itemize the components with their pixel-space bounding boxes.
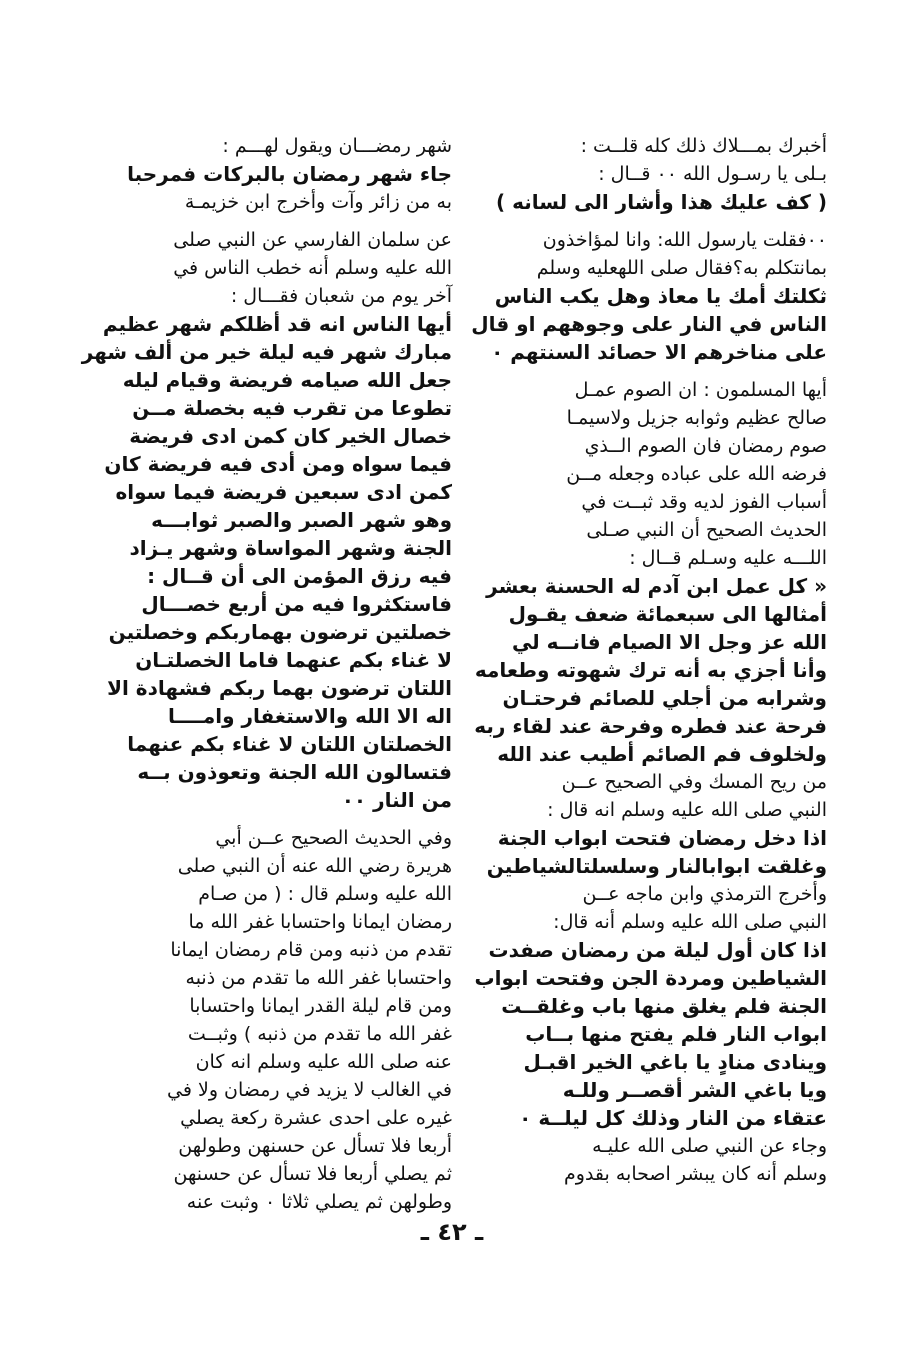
text-line: بمانتكلم به؟فقال صلى اللهعليه وسلم [536, 257, 827, 279]
text-line: وطولهن ثم يصلي ثلاثا ٠ وثبت عنه [186, 1191, 452, 1213]
text-line: الناس في النار على وجوههم او قال [471, 312, 827, 336]
text-line: أسباب الفوز لديه وقد ثبــت في [581, 491, 827, 513]
text-line: شهر رمضـــان ويقول لهـــم : [222, 135, 452, 157]
paragraph-gap [122, 216, 452, 226]
text-line: الله عليه وسلم قال : ( من صـام [198, 883, 452, 905]
text-line: في الغالب لا يزيد في رمضان ولا في [167, 1079, 452, 1101]
text-line: اله الا الله والاستغفار وامــــا [168, 704, 452, 728]
text-line: الشياطين ومردة الجن وفتحت ابواب [474, 966, 827, 990]
text-line: غيره على احدى عشرة ركعة يصلي [180, 1107, 452, 1129]
text-line: وشرابه من أجلي للصائم فرحتـان [502, 686, 827, 710]
text-line: وأنا أجزي به أنه ترك شهوته وطعامه [474, 658, 827, 682]
text-line: الله عز وجل الا الصيام فانــه لي [511, 630, 827, 654]
text-line: فتسالون الله الجنة وتعوذون بــه [137, 760, 452, 784]
page-number: ـ ٤٢ ـ [420, 1218, 484, 1246]
text-line: النبي صلى الله عليه وسلم أنه قال: [553, 911, 827, 933]
text-line: خصال الخير كان كمن ادى فريضة [129, 424, 452, 448]
text-line: ثم يصلي أربعا فلا تسأل عن حسنهن [173, 1163, 452, 1185]
text-line: ومن قام ليلة القدر ايمانا واحتسابا [189, 995, 452, 1017]
text-line: فرحة عند فطره وفرحة عند لقاء ربه [474, 714, 827, 738]
text-line: الله عليه وسلم أنه خطب الناس في [173, 257, 452, 279]
text-line: الحديث الصحيح أن النبي صـلى [586, 519, 827, 541]
text-line: هريرة رضي الله عنه أن النبي صلى [177, 855, 452, 877]
text-line: وهو شهر الصبر والصبر ثوابـــه [151, 508, 452, 532]
text-line: غفر الله ما تقدم من ذنبه ) وثبــت [187, 1023, 452, 1045]
text-line: اذا دخل رمضان فتحت ابواب الجنة [497, 826, 827, 850]
text-line: تقدم من ذنبه ومن قام رمضان ايمانا [170, 939, 452, 961]
left-text-column [81, 132, 452, 1216]
text-line: واحتسابا غفر الله ما تقدم من ذنبه [185, 967, 452, 989]
text-line: ويا باغي الشر أقصــر وللـه [562, 1078, 827, 1102]
paragraph-gap [497, 366, 827, 376]
text-line: وغلقت ابوابالنار وسلسلتالشياطين [486, 854, 827, 878]
text-line: فيما سواه ومن أدى فيه فريضة كان [104, 452, 452, 476]
text-line: أمثالها الى سبعمائة ضعف يقـول [508, 602, 827, 626]
text-line: فاستكثروا فيه من أربع خصـــال [141, 592, 452, 616]
text-line: اللـــه عليه وسـلم قــال : [629, 547, 827, 569]
text-line: خصلتين ترضون بهماربكم وخصلتين [108, 620, 452, 644]
text-line: فيه رزق المؤمن الى أن قــال : [147, 564, 452, 588]
text-line: جعل الله صيامه فريضة وقيام ليله [122, 368, 452, 392]
text-line: وأخرج الترمذي وابن ماجه عــن [582, 883, 827, 905]
text-line: مبارك شهر فيه ليلة خير من ألف شهر [81, 340, 452, 364]
text-line: الجنة وشهر المواساة وشهر يـزاد [129, 536, 452, 560]
text-line: تطوعا من تقرب فيه بخصلة مــن [132, 396, 452, 420]
text-line: صالح عظيم وثوابه جزيل ولاسيمـا [566, 407, 827, 429]
text-line: كمن ادى سبعين فريضة فيما سواه [115, 480, 452, 504]
text-line: « كل عمل ابن آدم له الحسنة بعشر [486, 574, 827, 598]
text-line: عنه صلى الله عليه وسلم انه كان [195, 1051, 452, 1073]
text-line: وجاء عن النبي صلى الله عليـه [592, 1135, 827, 1157]
text-line: ابواب النار فلم يفتح منها بــاب [525, 1022, 827, 1046]
text-line: عتقاء من النار وذلك كل ليلــة ٠ [519, 1106, 827, 1130]
paragraph-gap [122, 814, 452, 824]
text-line: فرضه الله على عباده وجعله مــن [566, 463, 827, 485]
paragraph-gap [497, 216, 827, 226]
text-line: أربعا فلا تسأل عن حسنهن وطولهن [178, 1135, 452, 1157]
text-line: بـلى يا رسـول الله ٠٠ قــال : [598, 163, 827, 185]
text-line: اذا كان أول ليلة من رمضان صفدت [488, 938, 827, 962]
text-line: اللتان ترضون بهما ربكم فشهادة الا [107, 676, 452, 700]
text-line: ثكلتك أمك يا معاذ وهل يكب الناس [494, 284, 827, 308]
text-line: الخصلتان اللتان لا غناء بكم عنهما [127, 732, 452, 756]
text-line: به من زائر وآت وأخرج ابن خزيمـة [184, 191, 452, 213]
text-line: صوم رمضان فان الصوم الــذي [584, 435, 827, 457]
text-line: الجنة فلم يغلق منها باب وغلقــت [501, 994, 827, 1018]
text-line: لا غناء بكم عنهما فاما الخصلتـان [135, 648, 452, 672]
text-line: آخر يوم من شعبان فقـــال : [230, 285, 452, 307]
text-line: أيها المسلمون : ان الصوم عمـل [574, 379, 827, 401]
text-line: أخبرك بمـــلاك ذلك كله قلــت : [580, 135, 827, 157]
text-line: جاء شهر رمضان بالبركات فمرحبا [127, 162, 452, 186]
text-line: وفي الحديث الصحيح عــن أبي [215, 827, 452, 849]
text-line: عن سلمان الفارسي عن النبي صلى [173, 229, 452, 251]
text-line: من ريح المسك وفي الصحيح عــن [561, 771, 827, 793]
text-line: ٠٠فقلت يارسول الله: وانا لمؤاخذون [542, 229, 827, 251]
text-line: أيها الناس انه قد أظلكم شهر عظيم [102, 312, 452, 336]
text-line: النبي صلى الله عليه وسلم انه قال : [547, 799, 827, 821]
right-text-column [471, 132, 827, 1188]
text-line: وسلم أنه كان يبشر اصحابه بقدوم [564, 1163, 827, 1185]
text-line: وينادى منادٍ يا باغي الخير اقبـل [523, 1050, 827, 1074]
text-line: رمضان ايمانا واحتسابا غفر الله ما [188, 911, 452, 933]
text-line: من النار ٠٠ [341, 788, 452, 812]
text-line: على مناخرهم الا حصائد السنتهم ٠ [491, 340, 827, 364]
text-line: ( كف عليك هذا وأشار الى لسانه ) [496, 190, 827, 214]
text-line: ولخلوف فم الصائم أطيب عند الله [497, 742, 827, 766]
